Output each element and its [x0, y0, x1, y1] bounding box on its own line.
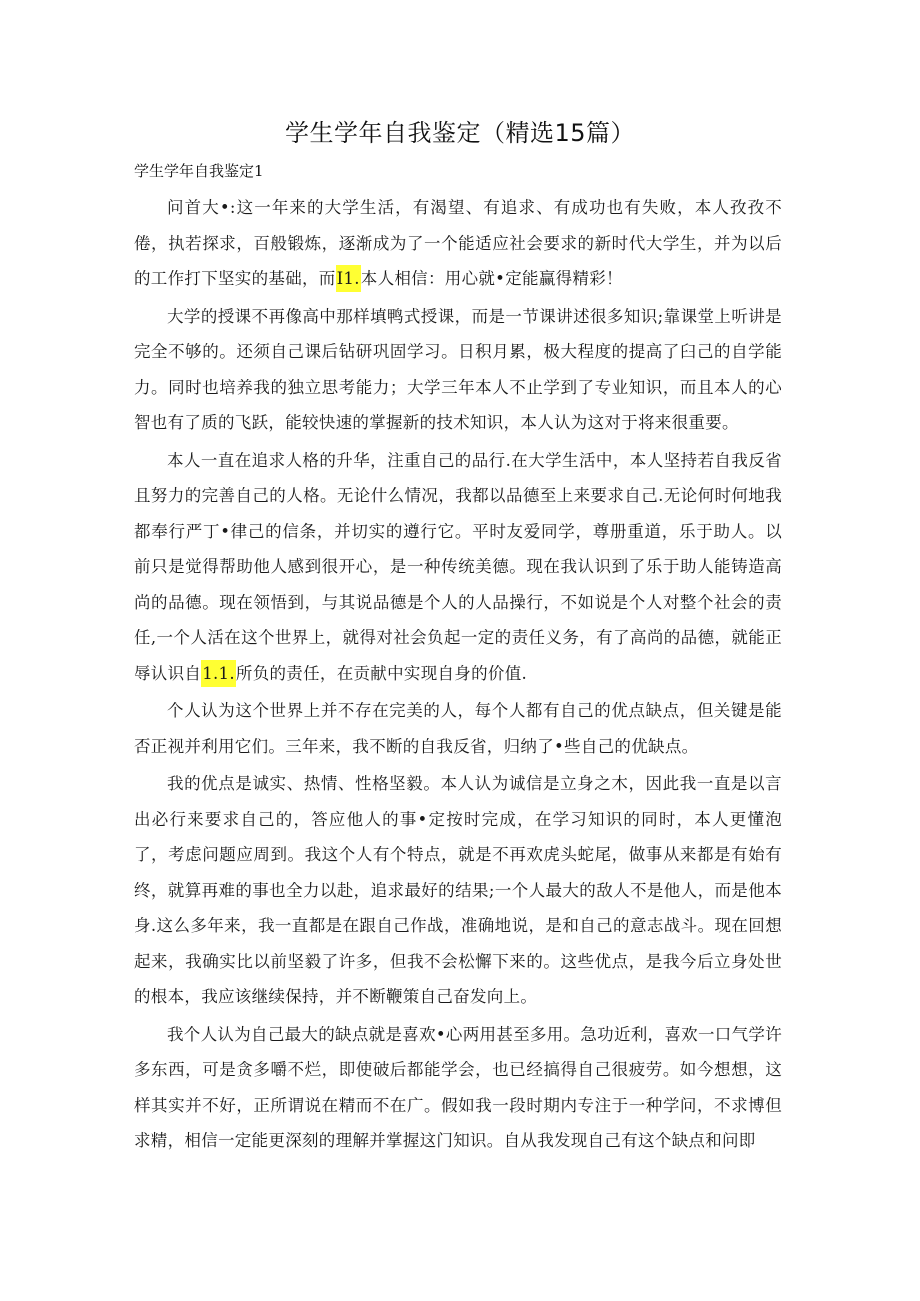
paragraph-3-text: 本人一直在追求人格的升华，注重自己的品行.在大学生活中，本人坚持若自我反省且努力的完善自己的人格。无论什么情况，我都以品德至上来要求自己.无论何时何地我都奉行严丁•律己的信条，并切实的遵行它。平时友爱同学，尊册重道，乐于助人。以前只是觉得帮助他人感到很开心，是一种传统美德。现在我认识到了乐于助人能铸造高尚的品德。现在领悟到，与其说品德是个人的人品操行，不如说是个人对整个社会的责任,一个人活在这个世界上，就得对社会负起一定的责任义务，有了高尚的品德，就能正辱认识自: [134, 450, 782, 683]
highlight-mark: 1.1.: [201, 660, 236, 687]
paragraph-3-text-end: 所负的责任，在贡献中实现自身的价值.: [235, 663, 528, 683]
paragraph-1: [134, 190, 782, 297]
paragraph-2: 大学的授课不再像高中那样填鸭式授课，而是一节课讲述很多知识;靠课堂上听讲是完全不够的。还须自己课后钻研巩固学习。日积月累，极大程度的提高了臼己的自学能力。同时也培养我的独立思考能力；大学三年本人不止学到了专业知识，而且本人的心智也有了质的飞跃，能较快速的掌握新的技术知识，本人认为这对于将来很重要。: [134, 306, 782, 432]
document-title: 学生学年自我鉴定（精选15篇）: [284, 119, 636, 147]
paragraph-1-text-end: 本人相信：用心就•定能赢得精彩！: [360, 269, 623, 288]
document-body: [134, 190, 782, 1161]
paragraph-6: 我个人认为自己最大的缺点就是喜欢•心两用甚至多用。急功近利，喜欢一口气学许多东西，可是贪多嚼不烂，即使破后都能学会，也已经搞得自己很疲劳。如今想想，这样其实并不好，正所谓说在精而不在广。假如我一段时期内专注于一种学问，不求博但求精，相信一定能更深刻的理解并掌握这门知识。自从我发现自己有这个缺点和问即: [134, 1024, 782, 1150]
section-heading: 学生学年自我鉴定1: [134, 162, 264, 180]
paragraph-3: [134, 443, 782, 692]
paragraph-5: 我的优点是诚实、热情、性格坚毅。本人认为诚信是立身之木，因此我一直是以言出必行来要求自己的，答应他人的事•定按时完成，在学习知识的同时，本人更懂泡了，考虑问题应周到。我这个人有个特点，就是不再欢虎头蛇尾，做事从来都是有始有终，就算再难的事也全力以赴，追求最好的结果;一个人最大的敌人不是他人，而是他本身.这么多年来，我一直都是在跟自己作战，准确地说，是和自己的意志战斗。现在回想起来，我确实比以前坚毅了许多，但我不会松懈下来的。这些优点，是我今后立身处世的根本，我应该继续保持，并不断鞭策自己奋发向上。: [134, 774, 782, 1006]
paragraph-4: 个人认为这个世界上并不存在完美的人，每个人都有自己的优点缺点，但关键是能否正视并利用它们。三年来，我不断的自我反省，归纳了•些自己的优缺点。: [134, 701, 782, 756]
paragraph-1-text: 问首大•:这一年来的大学生活，有渴望、有追求、有成功也有失败，本人孜孜不倦，执若探求，百般锻炼，逐渐成为了一个能适应社会要求的新时代大学生，并为以后的工作打下坚实的基础，而: [134, 198, 782, 288]
highlight-mark: I1.: [336, 265, 361, 292]
